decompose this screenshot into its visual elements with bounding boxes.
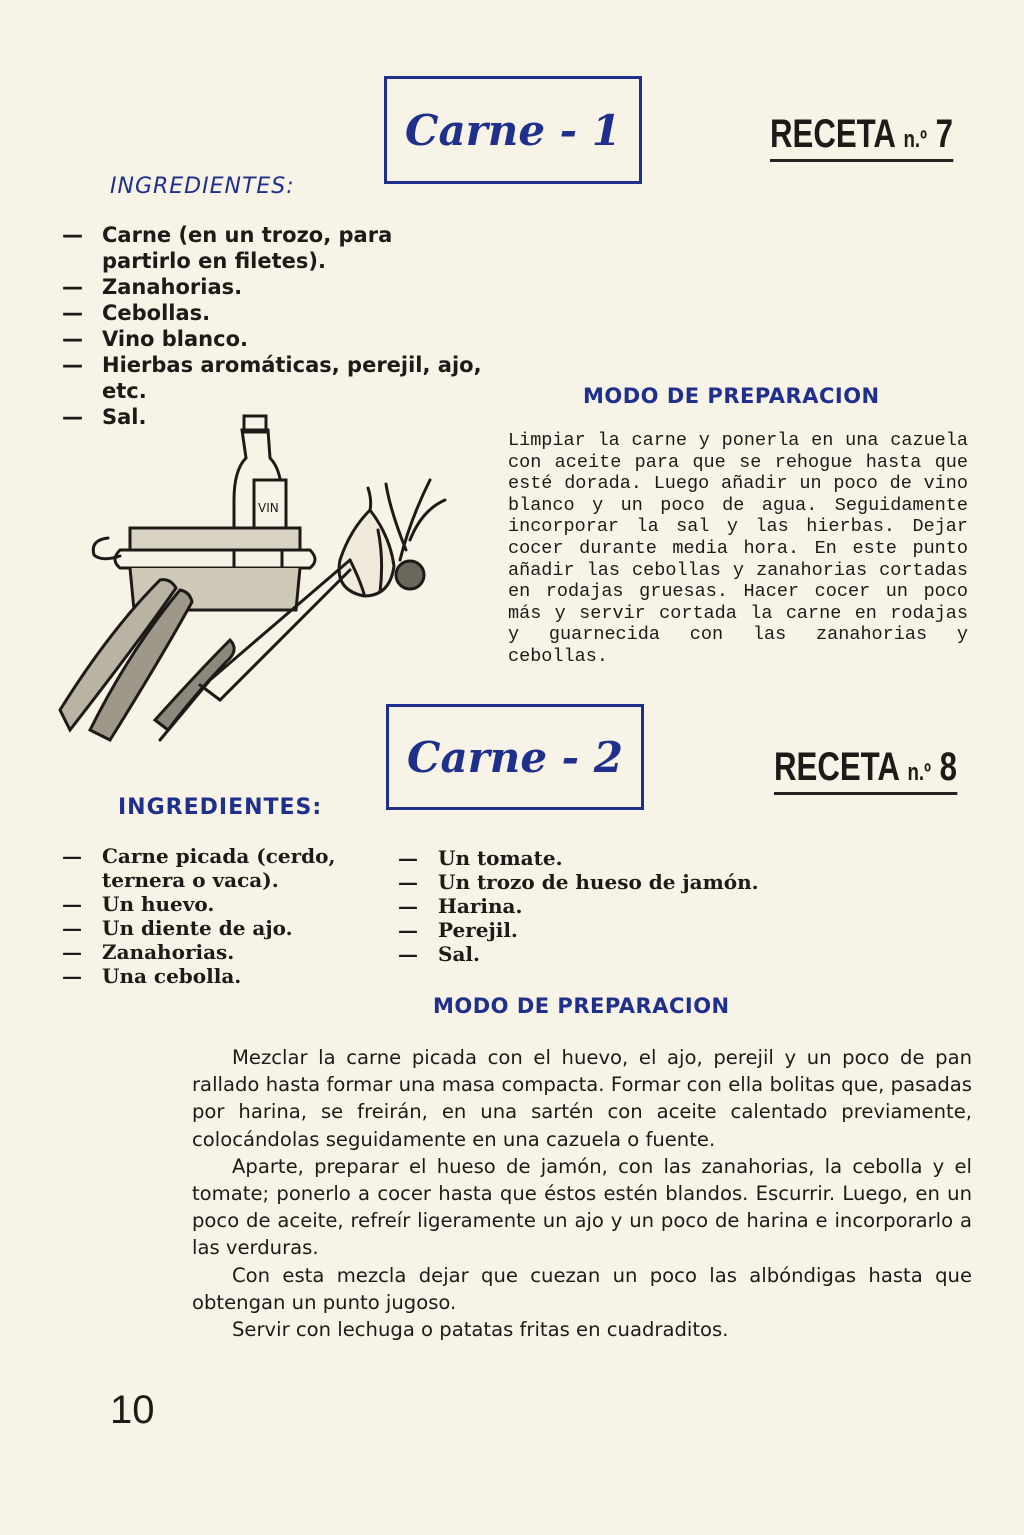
list-item: — Un trozo de hueso de jamón. — [398, 870, 759, 894]
list-item: — Hierbas aromáticas, perejil, ajo, etc. — [62, 353, 482, 403]
list-item: — Harina. — [398, 894, 523, 918]
list-item: — Perejil. — [398, 918, 518, 942]
method-paragraph: Con esta mezcla dejar que cuezan un poco las albóndigas hasta que obtengan un punto jugoso. — [192, 1263, 972, 1314]
list-item: — Carne picada (cerdo, ternera o vaca). — [62, 844, 336, 892]
recipe2-method-text — [192, 1044, 972, 1343]
list-item: — Un diente de ajo. — [62, 916, 293, 940]
list-item: — Zanahorias. — [62, 940, 235, 964]
recipe2-ingredient-list-col2 — [398, 846, 818, 966]
recipe2-title: Carne - 2 — [407, 732, 623, 782]
list-item: — Zanahorias. — [62, 275, 243, 299]
recipe1-method-text: Limpiar la carne y ponerla en una cazuela con aceite para que se rehogue hasta que esté dorada. Luego añadir un poco de vino blanco y un poco de agua. Seguidamente incorporar la sal y las hierbas. Dejar cocer durante media hora. En este punto añadir las cebollas y zanahorias cortadas en rodajas gruesas. Hacer cocer un poco más y servir cortada la carne en rodajas y guarnecida con las zanahorias y cebollas. — [508, 430, 968, 667]
list-item: — Una cebolla. — [62, 964, 242, 988]
list-item: — Vino blanco. — [62, 327, 248, 351]
method-paragraph: Mezclar la carne picada con el huevo, el ajo, perejil y un poco de pan rallado hasta formar una masa compacta. Formar con ella bolitas que, pasadas por harina, se freirán, en una sartén con aceite calentado previamente, colocándolas seguidamente en una cazuela o fuente. — [192, 1046, 972, 1151]
list-item: — Carne (en un trozo, para partirlo en filetes). — [62, 223, 393, 273]
list-item: — Sal. — [62, 405, 147, 429]
recipe1-ingredient-list — [62, 222, 532, 430]
ingredients-illustration — [50, 410, 470, 750]
list-item: — Cebollas. — [62, 301, 211, 325]
method-paragraph: Aparte, preparar el hueso de jamón, con las zanahorias, la cebolla y el tomate; ponerlo a cocer hasta que éstos estén blandos. Escurrir. Luego, en un poco de aceite, refreír ligeramente un ajo y un poco de harina e incorporarlo a las verduras. — [192, 1154, 972, 1260]
recipe1-title: Carne - 1 — [405, 105, 621, 155]
recipe2-title-box — [386, 704, 644, 810]
recipe1-ingredients-heading: INGREDIENTES: — [110, 174, 295, 199]
list-item: — Un huevo. — [62, 892, 215, 916]
recipe1-method-heading: MODO DE PREPARACION — [583, 384, 880, 408]
recipe2-method-heading: MODO DE PREPARACION — [433, 994, 730, 1018]
recipe2-ingredient-list-col1 — [62, 844, 372, 988]
method-paragraph: Servir con lechuga o patatas fritas en cuadraditos. — [232, 1318, 729, 1342]
recipe2-ingredients-heading: INGREDIENTES: — [118, 795, 323, 820]
recipe1-title-box — [384, 76, 642, 184]
page-number: 10 — [110, 1388, 155, 1432]
list-item: — Un tomate. — [398, 846, 563, 870]
recipe1-receta-number: RECETA n.º 7 — [770, 112, 953, 162]
list-item: — Sal. — [398, 942, 480, 966]
bottle-label: VIN — [258, 501, 279, 515]
recipe2-receta-number: RECETA n.º 8 — [774, 745, 957, 795]
